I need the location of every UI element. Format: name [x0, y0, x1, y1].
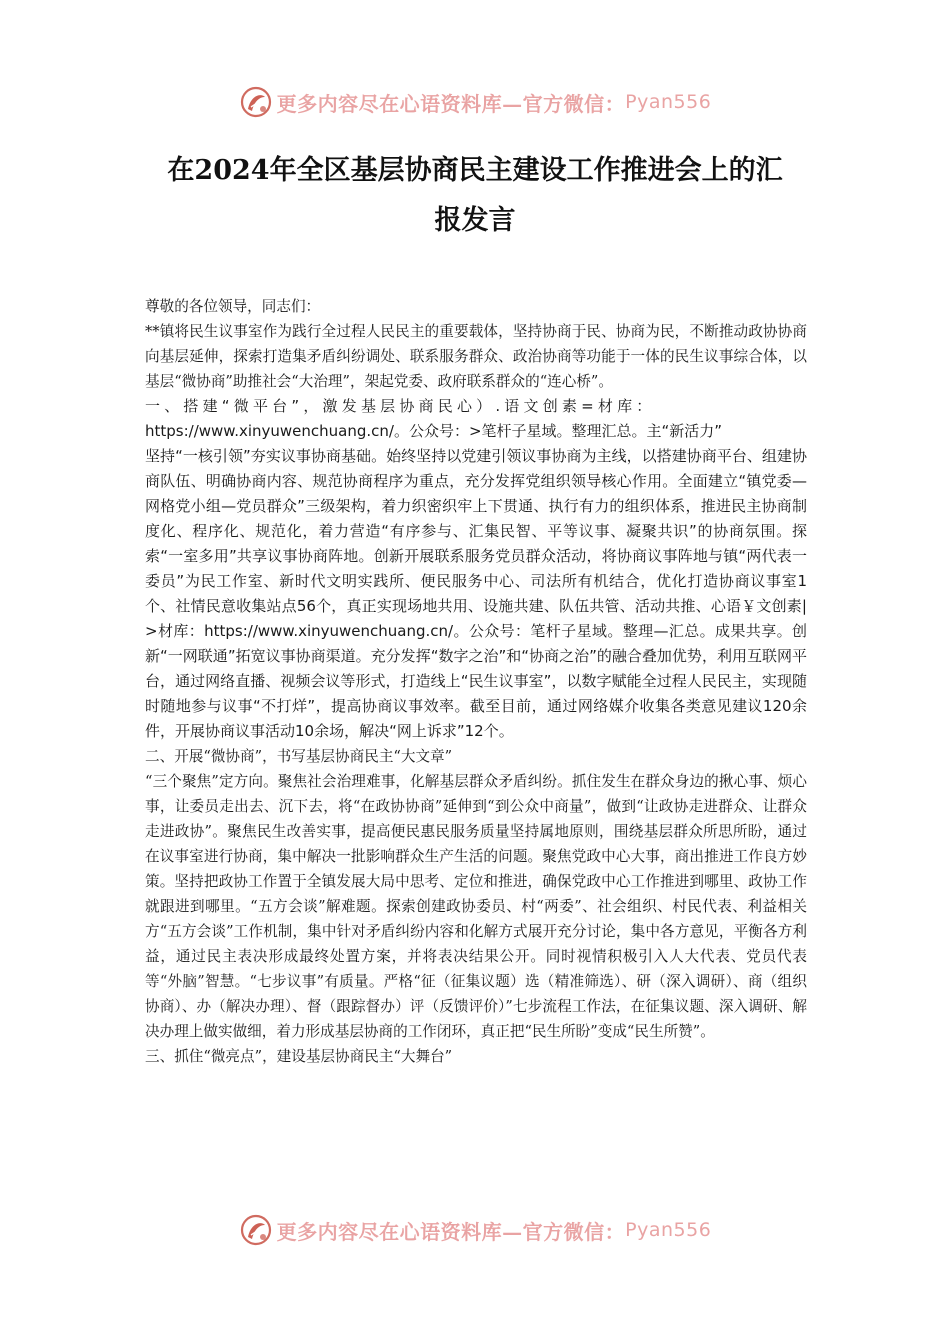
swirl-logo-icon: [239, 85, 273, 119]
salutation: 尊敬的各位领导，同志们：: [145, 298, 321, 315]
document-title: [140, 146, 810, 246]
watermark-text: 更多内容尽在心语资料库—官方微信：: [276, 91, 626, 116]
watermark-banner-bottom: [0, 1210, 950, 1250]
swirl-logo-icon: [239, 1213, 273, 1247]
section-heading-1: 一、搭建“微平台”，激发基层协商民心）.语文创素=材库：: [145, 397, 656, 415]
watermark-wechat-id: Pyan556: [625, 1219, 712, 1241]
document-body: [145, 294, 807, 1069]
watermark-wechat-id: Pyan556: [625, 91, 712, 113]
section-1-body: 坚持“一核引领”夯实议事协商基础。始终坚持以党建引领议事协商为主线，以搭建协商平台、组建协商队伍、明确协商内容、规范协商程序为重点，充分发挥党组织领导核心作用。全面建立“镇党委—网格党小组—党员群众”三级架构，着力织密织牢上下贯通、执行有力的组织体系，推进民主协商制度化、程序化、规范化，着力营造“有序参与、汇集民智、平等议事、凝聚共识”的协商氛围。探索“一室多用”共享议事协商阵地。创新开展联系服务党员群众活动，将协商议事阵地与镇“两代表一委员”为民工作室、新时代文明实践所、便民服务中心、司法所有机结合，优化打造协商议事室1个、社情民意收集站点56个，真正实现场地共用、设施共建、队伍共管、活动共推、心语￥文创素|>材库：https://www.xinyuwenchuang.cn/。公众号：笔杆子星域。整理—汇总。成果共享。创新“一网联通”拓宽议事协商渠道。充分发挥“数字之治”和“协商之治”的融合叠加优势，利用互联网平台，通过网络直播、视频会议等形式，打造线上“民生议事室”，以数字赋能全过程人民民主，实现随时随地参与议事“不打烊”，提高协商议事效率。截至目前，通过网络媒介收集各类意见建议120余件，开展协商议事活动10余场，解决“网上诉求”12个。: [145, 447, 807, 740]
title-line-2: 报发言: [434, 205, 516, 236]
watermark-text: 更多内容尽在心语资料库—官方微信：: [276, 1219, 626, 1244]
section-heading-3: 三、抓住“微亮点”，建设基层协商民主“大舞台”: [145, 1048, 453, 1065]
section-heading-2: 二、开展“微协商”，书写基层协商民主“大文章”: [145, 748, 453, 765]
title-line-1: 在2024年全区基层协商民主建设工作推进会上的汇: [167, 155, 783, 186]
watermark-banner-top: [0, 82, 950, 122]
intro-paragraph: **镇将民生议事室作为践行全过程人民民主的重要载体，坚持协商于民、协商为民，不断推动政协协商向基层延伸，探索打造集矛盾纠纷调处、联系服务群众、政治协商等功能于一体的民生议事综合体，以基层“微协商”助推社会“大治理”，架起党委、政府联系群众的“连心桥”。: [145, 323, 807, 390]
section-2-body: “三个聚焦”定方向。聚焦社会治理难事，化解基层群众矛盾纠纷。抓住发生在群众身边的揪心事、烦心事，让委员走出去、沉下去，将“在政协协商”延伸到“到公众中商量”，做到“让政协走进群众、让群众走进政协”。聚焦民生改善实事，提高便民惠民服务质量坚持属地原则，围绕基层群众所思所盼，通过在议事室进行协商，集中解决一批影响群众生产生活的问题。聚焦党政中心大事，商出推进工作良方妙策。坚持把政协工作置于全镇发展大局中思考、定位和推进，确保党政中心工作推进到哪里、政协工作就跟进到哪里。“五方会谈”解难题。探索创建政协委员、村“两委”、社会组织、村民代表、利益相关方“五方会谈”工作机制，集中针对矛盾纠纷内容和化解方式展开充分讨论，集中各方意见，平衡各方利益，通过民主表决形成最终处置方案，并将表决结果公开。同时视情积极引入人大代表、党员代表等“外脑”智慧。“七步议事”有质量。严格“征（征集议题）选（精准筛选）、研（深入调研）、商（组织协商）、办（解决办理）、督（跟踪督办）评（反馈评价）”七步流程工作法，在征集议题、深入调研、解决办理上做实做细，着力形成基层协商的工作闭环，真正把“民生所盼”变成“民生所赞”。: [145, 773, 807, 1040]
section-heading-1-continued: https://www.xinyuwenchuang.cn/。公众号：>笔杆子星域。整理汇总。主“新活力”: [145, 422, 723, 440]
